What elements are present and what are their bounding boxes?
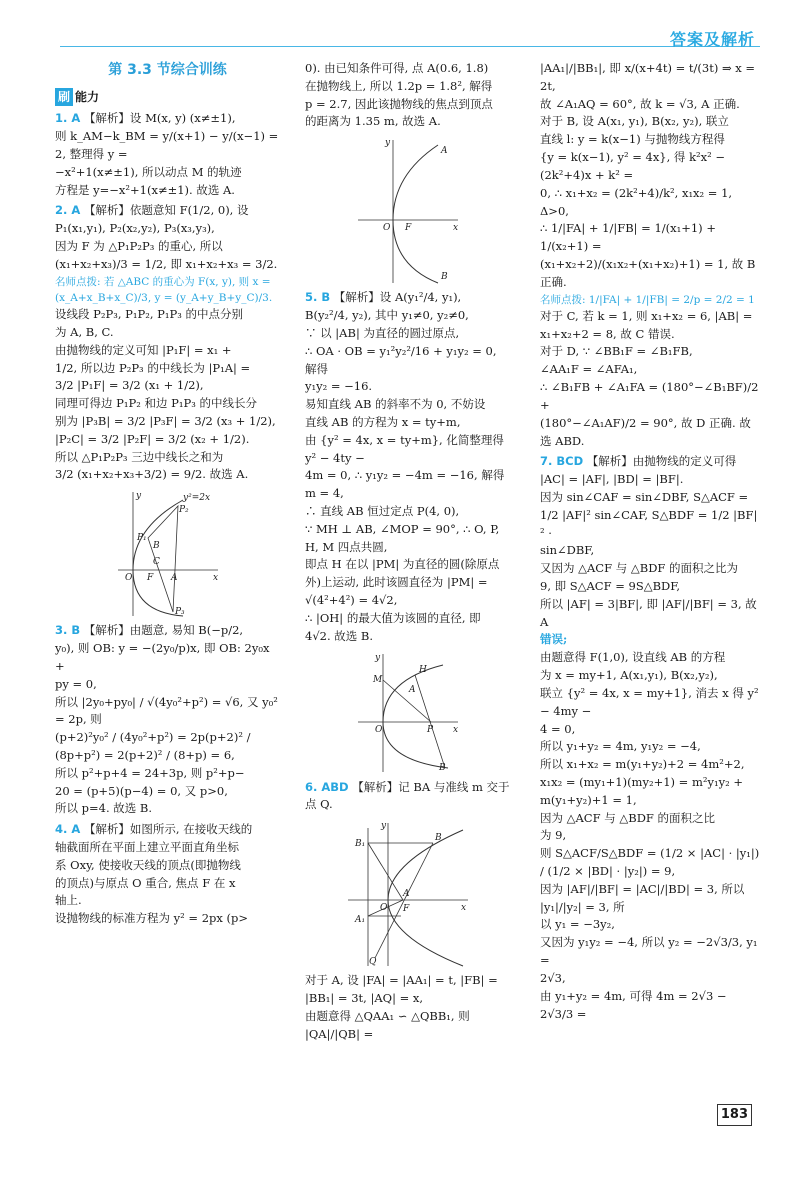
q7-line: 因为 |AF|/|BF| = |AC|/|BD| = 3, 所以 |y₁|/|y₂| = 3, 所: [540, 881, 745, 914]
q7-number: 7. BCD: [540, 454, 584, 469]
q7-line: 因为 sin∠CAF = sin∠DBF, S△ACF =: [540, 489, 749, 504]
parabola-curve: [383, 665, 448, 768]
fig1-label: x: [212, 573, 218, 584]
fig1-label: O: [124, 573, 132, 584]
q7-line: 以 y₁ = −3y₂,: [540, 917, 615, 932]
q5-line: ∵ 以 |AB| 为直径的圆过原点,: [305, 325, 460, 340]
question-5: [305, 289, 510, 645]
q7-line: 所以 |AF| = 3|BF|, 即 |AF|/|BF| = 3, 故 A: [540, 596, 757, 629]
q1-line: 【解析】设 M(x, y) (x≠±1),: [83, 111, 236, 126]
q7-line: 联立 {y² = 4x, x = my+1}, 消去 x 得 y² − 4my −: [540, 685, 759, 718]
fig4-label: F: [402, 904, 409, 915]
fig1-label: y²=2x: [182, 493, 210, 504]
fig3-label: P: [426, 724, 433, 735]
fig4-label: y: [380, 821, 386, 832]
figure-focal-chord: [343, 818, 473, 968]
q5-number: 5. B: [305, 290, 331, 305]
q5-line: 4√2. 故选 B.: [305, 628, 374, 643]
q2-line: 因为 F 为 △P₁P₂P₃ 的重心, 所以: [55, 238, 223, 253]
q3-line: 【解析】由题意, 易知 B(−p/2,: [83, 623, 244, 638]
q7-line: 由 y₁+y₂ = 4m, 可得 4m = 2√3 − 2√3/3 =: [540, 988, 727, 1021]
question-6: [305, 779, 510, 815]
q7-line: x₁x₂ = (my₁+1)(my₂+1) = m²y₁y₂ +: [540, 774, 743, 789]
fig2-label: B: [440, 272, 448, 283]
question-4: [55, 821, 280, 928]
q2-line: 设线段 P₂P₃, P₁P₂, P₁P₃ 的中点分别: [55, 307, 244, 322]
fig1-label: P₂: [178, 505, 189, 516]
q5-line: √(4²+4²) = 4√2,: [305, 593, 398, 608]
q4-line: 轴截面所在平面上建立平面直角坐标: [55, 840, 239, 854]
q6-line: |AA₁|/|BB₁|, 即 x/(x+4t) = t/(3t) ⇒ x = 2t,: [540, 61, 756, 93]
q1-line: −x²+1(x≠±1), 所以动点 M 的轨迹: [55, 164, 242, 179]
q4-line: 轴上.: [55, 893, 82, 908]
fig3-label: x: [452, 724, 458, 735]
q6-line: ∠AA₁F = ∠AFA₁,: [540, 362, 638, 377]
q6-line: 故 ∠A₁AQ = 60°, 故 k = √3, A 正确.: [540, 96, 740, 111]
q2-line: |P₂C| = 3/2 |P₂F| = 3/2 (x₂ + 1/2).: [55, 431, 250, 446]
q7-line: 2√3,: [540, 970, 566, 985]
q2-line: 由抛物线的定义可知 |P₁F| = x₁ +: [55, 342, 232, 357]
ability-label: 能力: [75, 89, 100, 104]
q2-line: P₁(x₁,y₁), P₂(x₂,y₂), P₃(x₃,y₃),: [55, 221, 215, 236]
q2-tip: 名师点拨: 若 △ABC 的重心为 F(x, y), 则 x = (x_A+x_B+x_C)/3, y = (y_A+y_B+y_C)/3.: [55, 275, 273, 304]
q6-line: 选 ABD.: [540, 433, 585, 448]
q6-line: 对于 A, 设 |FA| = |AA₁| = t, |FB| =: [305, 973, 498, 988]
q6-line: ∴ 1/|FA| + 1/|FB| = 1/(x₁+1) + 1/(x₂+1) =: [540, 221, 716, 254]
column-2: [305, 60, 510, 1046]
q6-tip: 名师点拨: 1/|FA| + 1/|FB| = 2/p = 2/2 = 1: [540, 293, 755, 306]
q1-line: 则 k_AM−k_BM = y/(x+1) − y/(x−1) = 2, 整理得 y =: [55, 129, 279, 161]
fig2-label: F: [404, 223, 411, 234]
q7-line: 又因为 y₁y₂ = −4, 所以 y₂ = −2√3/3, y₁ =: [540, 935, 758, 968]
q7-line: sin∠DBF,: [540, 543, 595, 558]
q4-line: 设抛物线的标准方程为 y² = 2px (p>: [55, 911, 249, 926]
q5-line: ∵ MH ⊥ AB, ∠MOP = 90°, ∴ O, P,: [305, 521, 500, 536]
q3-line: y₀), 则 OB: y = −(2y₀/p)x, 即 OB: 2y₀x +: [55, 641, 270, 673]
q2-line: 3/2 |P₁F| = 3/2 (x₁ + 1/2),: [55, 378, 204, 393]
q6-line: (180°−∠A₁AF)/2 = 90°, 故 D 正确. 故: [540, 415, 751, 430]
q5-line: 易知直线 AB 的斜率不为 0, 不妨设: [305, 397, 486, 412]
q7-line: 1/2 |AF|² sin∠CAF, S△BDF = 1/2 |BF|² ·: [540, 507, 758, 540]
q3-line: 所以 p²+p+4 = 24+3p, 则 p²+p−: [55, 765, 245, 780]
q5-line: 4m = 0, ∴ y₁y₂ = −4m = −16, 解得: [305, 468, 505, 483]
fig3-label: H: [418, 664, 427, 675]
ability-tag: [55, 88, 99, 107]
q6-line: 对于 C, 若 k = 1, 则 x₁+x₂ = 6, |AB| =: [540, 308, 753, 323]
fig2-label: O: [382, 223, 390, 234]
q7-line: 则 S△ACF/S△BDF = (1/2 × |AC| · |y₁|) / (1/2 × |BD| · |y₂|) = 9,: [540, 846, 760, 879]
q2-line: 3/2 (x₁+x₂+x₃+3/2) = 9/2. 故选 A.: [55, 467, 249, 482]
q3-line: py = 0,: [55, 676, 97, 691]
figure-circle-chord: [353, 650, 463, 775]
q7-line: 【解析】由抛物线的定义可得: [586, 454, 737, 469]
q6-line: (x₁+x₂+2)/(x₁x₂+(x₁+x₂)+1) = 1, 故 B 正确.: [540, 256, 756, 289]
q2-line: 为 A, B, C.: [55, 324, 114, 339]
q5-line: H, M 四点共圆,: [305, 539, 388, 554]
question-7: [540, 453, 760, 1023]
q6-line: 直线 l: y = k(x−1) 与抛物线方程得: [540, 132, 725, 147]
q4-line: 系 Oxy, 使接收天线的顶点(即抛物线: [55, 857, 241, 872]
q5-line: 【解析】设 A(y₁²/4, y₁),: [333, 290, 462, 305]
q6-line: 对于 D, ∵ ∠BB₁F = ∠B₁FB,: [540, 344, 693, 359]
fig1-label: F: [146, 573, 153, 584]
fig4-label: A: [402, 889, 409, 900]
question-6-continued: [305, 972, 510, 1043]
q6-line: 由题意得 △QAA₁ ∽ △QBB₁, 则 |QA|/|QB| =: [305, 1008, 470, 1041]
q5-line: ∴ |OH| 的最大值为该圆的直径, 即: [305, 610, 481, 625]
q5-line: 即点 H 在以 |PM| 为直径的圆(除原点: [305, 557, 500, 572]
q6-number: 6. ABD: [305, 779, 349, 794]
q4-number: 4. A: [55, 822, 81, 837]
fig2-label: y: [384, 138, 390, 149]
fig1-label: P₃: [174, 607, 185, 618]
header-title: 答案及解析: [669, 30, 755, 49]
fig1-label: P₁: [136, 533, 147, 544]
q4-line: 0). 由已知条件可得, 点 A(0.6, 1.8): [305, 61, 489, 75]
q2-line: 【解析】依题意知 F(1/2, 0), 设: [83, 203, 249, 218]
fig4-label: B₁: [354, 839, 365, 850]
q7-line: 为 x = my+1, A(x₁,y₁), B(x₂,y₂),: [540, 668, 718, 683]
fig4-label: B: [434, 833, 442, 844]
fig3-label: M: [372, 674, 382, 685]
q5-line: 外)上运动, 此时该圆直径为 |PM| =: [305, 575, 488, 590]
q1-number: 1. A: [55, 111, 81, 126]
fig3-label: B: [438, 762, 446, 773]
q5-line: ∴ OA · OB = y₁²y₂²/16 + y₁y₂ = 0, 解得: [305, 343, 497, 376]
q3-line: 20 = (p+5)(p−4) = 0, 又 p>0,: [55, 783, 228, 798]
q6-line: 0, ∴ x₁+x₂ = (2k²+4)/k², x₁x₂ = 1, Δ>0,: [540, 185, 733, 218]
q5-line: B(y₂²/4, y₂), 其中 y₁≠0, y₂≠0,: [305, 308, 469, 323]
question-1: [55, 110, 280, 199]
q2-line: (x₁+x₂+x₃)/3 = 1/2, 即 x₁+x₂+x₃ = 3/2.: [55, 256, 278, 271]
line-ba: [375, 843, 433, 958]
q6-line: {y = k(x−1), y² = 4x}, 得 k²x² − (2k²+4)x + k² =: [540, 150, 726, 182]
segment-b1f: [368, 843, 403, 900]
fig3-label: A: [408, 684, 415, 695]
q4-line: 【解析】如图所示, 在接收天线的: [83, 822, 253, 837]
fig4-label: x: [460, 903, 466, 914]
column-3: [540, 60, 760, 1026]
page-number: 183: [717, 1104, 752, 1126]
q7-line: 9, 即 S△ACF = 9S△BDF,: [540, 579, 681, 594]
q4-line: 的顶点)与原点 O 重合, 焦点 F 在 x: [55, 875, 236, 890]
q7-line: 4 = 0,: [540, 721, 576, 736]
q7-line: 因为 △ACF 与 △BDF 的面积之比: [540, 810, 716, 825]
q4-line: p = 2.7, 因此该抛物线的焦点到顶点: [305, 96, 493, 111]
fig4-label: Q: [368, 957, 376, 968]
q6-line: ∴ ∠B₁FB + ∠A₁FA = (180°−∠B₁BF)/2 +: [540, 380, 759, 412]
question-4-continued: [305, 60, 510, 131]
question-3: [55, 622, 280, 818]
fig1-label: A: [170, 573, 177, 584]
q2-line: 所以 △P₁P₂P₃ 三边中线长之和为: [55, 449, 224, 464]
q7-line: 所以 x₁+x₂ = m(y₁+y₂)+2 = 4m²+2,: [540, 757, 745, 772]
q2-number: 2. A: [55, 203, 81, 218]
q3-line: 所以 p=4. 故选 B.: [55, 801, 153, 816]
q6-line: 对于 B, 设 A(x₁, y₁), B(x₂, y₂), 联立: [540, 114, 729, 129]
fig3-label: y: [374, 652, 380, 663]
q7-line: |AC| = |AF|, |BD| = |BF|.: [540, 472, 684, 487]
q7-line: 又因为 △ACF 与 △BDF 的面积之比为: [540, 561, 739, 576]
figure-parabola-triangle: [113, 488, 223, 618]
q6-line: x₁+x₂+2 = 8, 故 C 错误.: [540, 326, 675, 341]
parabola-curve: [388, 830, 463, 966]
q5-line: ∴ 直线 AB 恒过定点 P(4, 0),: [305, 504, 460, 518]
fig2-label: x: [452, 223, 458, 234]
fig1-label: C: [152, 557, 160, 568]
q4-line: 的距离为 1.35 m, 故选 A.: [305, 114, 441, 129]
q7-line: m(y₁+y₂)+1 = 1,: [540, 792, 637, 807]
fig1-label: y: [135, 491, 141, 502]
q5-line: 由 {y² = 4x, x = ty+m}, 化简整理得 y² − 4ty −: [305, 432, 504, 465]
q6-line: 【解析】记 BA 与准线 m 交于: [352, 779, 510, 794]
fig1-label: B: [152, 541, 160, 552]
q5-line: y₁y₂ = −16.: [305, 379, 373, 394]
q3-number: 3. B: [55, 623, 81, 638]
q7-line: 为 9,: [540, 828, 567, 843]
header-rule: [60, 46, 760, 47]
q5-line: m = 4,: [305, 486, 344, 501]
q4-line: 在抛物线上, 所以 1.2p = 1.8², 解得: [305, 78, 493, 93]
q5-line: 直线 AB 的方程为 x = ty+m,: [305, 414, 461, 429]
fig4-label: O: [379, 903, 387, 914]
figure-antenna-parabola: [353, 135, 463, 285]
q6-line: |BB₁| = 3t, |AQ| = x,: [305, 990, 424, 1005]
column-1: [55, 60, 280, 931]
question-6-solution: [540, 60, 760, 450]
fig2-label: A: [440, 146, 447, 157]
parabola-curve: [393, 145, 438, 283]
q6-line: 点 Q.: [305, 797, 333, 812]
q1-line: 方程是 y=−x²+1(x≠±1). 故选 A.: [55, 182, 235, 197]
question-2: [55, 202, 280, 484]
fig3-label: O: [374, 724, 382, 735]
q2-line: 1/2, 所以边 P₂P₃ 的中线长为 |P₁A| =: [55, 360, 251, 375]
q2-line: 别为 |P₃B| = 3/2 |P₃F| = 3/2 (x₃ + 1/2),: [55, 414, 276, 428]
section-title: 第 3.3 节综合训练: [108, 62, 227, 78]
q7-line: 由题意得 F(1,0), 设直线 AB 的方程: [540, 650, 726, 665]
q2-line: 同理可得边 P₁P₂ 和边 P₁P₃ 的中线长分: [55, 396, 258, 411]
q3-line: 所以 |2y₀+py₀| / √(4y₀²+p²) = √6, 又 y₀² = 2p, 则: [55, 694, 278, 727]
q7-line: 所以 y₁+y₂ = 4m, y₁y₂ = −4,: [540, 739, 701, 754]
fig4-label: A₁: [354, 915, 365, 926]
q3-line: (p+2)²y₀² / (4y₀²+p²) = 2p(p+2)² / (8p+p²) = 2(p+2)² / (8+p) = 6,: [55, 730, 251, 762]
q7-line: 错误;: [540, 632, 568, 647]
chord-ab: [415, 675, 445, 768]
ability-badge: 刷: [55, 88, 73, 107]
